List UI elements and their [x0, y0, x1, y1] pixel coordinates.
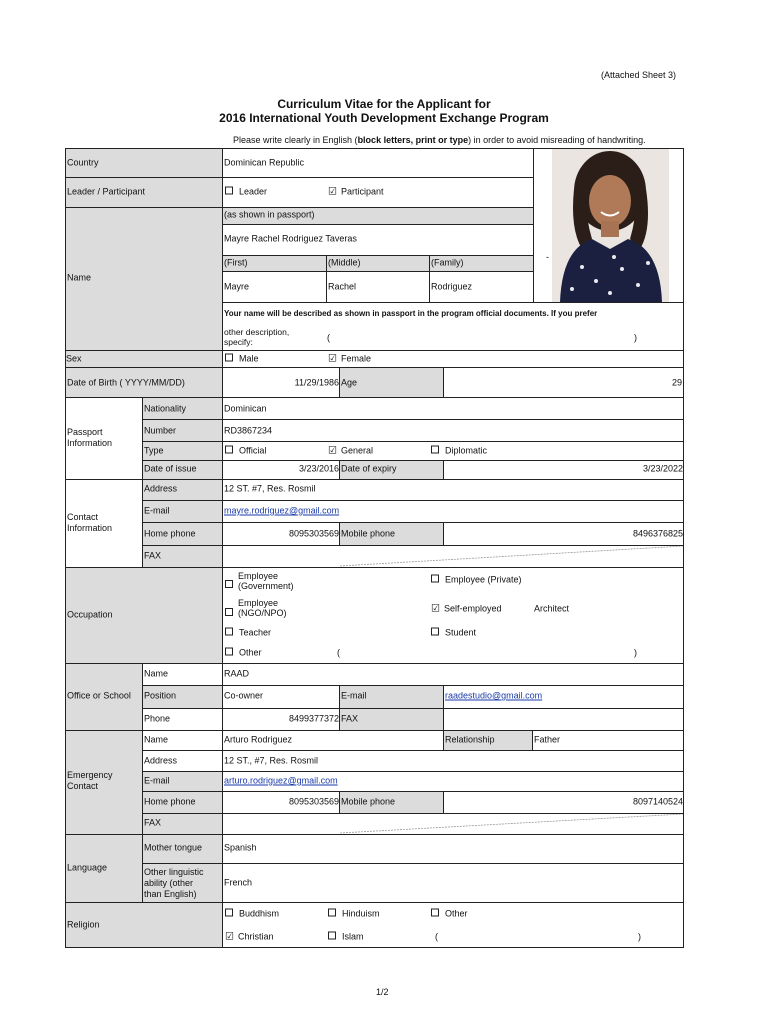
office-phone-value: 8499377372: [288, 713, 339, 724]
islam-checkbox[interactable]: [328, 932, 336, 940]
home-phone-label: Home phone: [144, 528, 196, 539]
occupation-paren-open: (: [337, 647, 340, 658]
emergency-home-value: 8095303569: [288, 796, 339, 807]
name-label: Name: [67, 272, 92, 283]
official-checkbox[interactable]: [225, 446, 233, 454]
mobile-phone-value: 8496376825: [632, 528, 683, 539]
middle-name: Rachel: [328, 281, 357, 292]
first-label: (First): [224, 257, 248, 268]
passport-number-label: Number: [144, 425, 177, 436]
employee-government-checkbox[interactable]: [225, 580, 233, 588]
male-checkbox[interactable]: [225, 354, 233, 362]
first-name: Mayre: [224, 281, 250, 292]
applicant-photo-image: [552, 149, 669, 302]
leader-option[interactable]: [225, 187, 267, 198]
other-religion-checkbox[interactable]: [431, 909, 439, 917]
other-religion-label: Other: [445, 908, 468, 919]
emergency-home-label: Home phone: [144, 796, 196, 807]
name-paren-open: (: [327, 332, 330, 343]
christian-label: Christian: [237, 931, 274, 942]
fax-strike-line: [340, 546, 683, 567]
female-option[interactable]: [328, 354, 371, 365]
religion-paren-open: (: [435, 931, 438, 942]
issue-label: Date of issue: [144, 463, 197, 474]
islam-label: Islam: [342, 931, 364, 942]
buddhism-label: Buddhism: [239, 908, 280, 919]
nationality-value: Dominican: [224, 403, 267, 414]
country-value: Dominican Republic: [224, 157, 305, 168]
instruction-pre: Please write clearly in English (: [233, 135, 358, 145]
fax-label: FAX: [144, 550, 162, 561]
other-occupation-label: Other: [239, 647, 262, 658]
emergency-fax-label: FAX: [144, 817, 162, 828]
participant-option-label: Participant: [340, 186, 384, 197]
expiry-value: 3/23/2022: [642, 463, 683, 474]
instruction-bold: block letters, print or type: [357, 135, 469, 145]
employee-government-label2: (Government): [238, 581, 294, 591]
sex-label: Sex: [66, 353, 82, 364]
teacher-label: Teacher: [239, 627, 272, 638]
sex-options-cell: [222, 350, 684, 368]
other-language-label1: Other linguistic: [144, 867, 204, 877]
emergency-address-value: 12 ST., #7, Res. Rosmil: [224, 755, 319, 766]
islam-option[interactable]: [328, 932, 364, 943]
participant-checkbox-checked[interactable]: ☑: [328, 186, 337, 198]
office-fax-label: FAX: [341, 713, 359, 724]
female-checkbox-checked[interactable]: ☑: [328, 353, 337, 365]
family-name: Rodriguez: [431, 281, 473, 292]
email-label: E-mail: [144, 505, 170, 516]
expiry-label: Date of expiry: [341, 463, 397, 474]
student-checkbox[interactable]: [431, 628, 439, 636]
passport-number-cell[interactable]: [222, 419, 684, 442]
full-name: Mayre Rachel Rodriguez Taveras: [224, 233, 357, 244]
family-label: (Family): [431, 257, 464, 268]
office-phone-label: Phone: [144, 713, 171, 724]
buddhism-checkbox[interactable]: [225, 909, 233, 917]
form-title-line2: 2016 International Youth Development Exchange Program: [219, 111, 549, 125]
diplomatic-checkbox[interactable]: [431, 446, 439, 454]
employee-ngo-label2: (NGO/NPO): [238, 608, 287, 618]
religion-label: Religion: [67, 919, 100, 930]
other-occupation-checkbox[interactable]: [225, 648, 233, 656]
teacher-checkbox[interactable]: [225, 628, 233, 636]
relationship-value: Father: [534, 734, 561, 745]
official-option-label: Official: [239, 445, 267, 456]
other-description-label: other description,: [224, 327, 290, 337]
address-label: Address: [144, 483, 178, 494]
emergency-name-value: Arturo Rodriguez: [224, 734, 293, 745]
address-value: 12 ST. #7, Res. Rosmil: [224, 483, 316, 494]
country-label: Country: [67, 157, 99, 168]
emergency-name-label: Name: [144, 734, 169, 745]
self-employed-label: Self-employed: [443, 603, 502, 614]
dob-value: 11/29/1986: [294, 377, 339, 388]
mobile-phone-label: Mobile phone: [341, 528, 396, 539]
occupation-paren-close: ): [634, 647, 637, 658]
office-name-value: RAAD: [224, 668, 250, 679]
passport-type-label: Type: [144, 445, 164, 456]
employee-ngo-checkbox[interactable]: [225, 608, 233, 616]
participant-option[interactable]: [328, 187, 384, 198]
other-occupation-option[interactable]: [225, 648, 262, 659]
hinduism-option[interactable]: [328, 909, 380, 920]
relationship-label: Relationship: [445, 734, 495, 745]
christian-option[interactable]: [225, 932, 273, 943]
occupation-label: Occupation: [67, 609, 113, 620]
contact-label-line2: Information: [67, 523, 113, 533]
employee-private-label: Employee (Private): [445, 574, 522, 585]
mother-tongue-label: Mother tongue: [144, 842, 203, 853]
position-label: Position: [144, 690, 177, 701]
age-value: 29: [671, 377, 682, 388]
middle-label: (Middle): [328, 257, 361, 268]
hinduism-label: Hinduism: [342, 908, 380, 919]
employee-government-label1: Employee: [238, 571, 279, 581]
self-employed-checkbox-checked[interactable]: ☑: [431, 603, 440, 615]
passport-note: (as shown in passport): [224, 209, 315, 220]
applicant-photo: [552, 149, 669, 302]
issue-value: 3/23/2016: [298, 463, 339, 474]
mother-tongue-cell[interactable]: [222, 834, 684, 864]
instruction-post: ) in order to avoid misreading of handwriting.: [468, 135, 646, 145]
email-link[interactable]: mayre.rodriguez@gmail.com: [224, 505, 340, 516]
emergency-address-label: Address: [144, 755, 178, 766]
name-paren-close: ): [634, 332, 637, 343]
passport-number: RD3867234: [224, 425, 273, 436]
contact-label-line1: Contact: [67, 512, 99, 522]
office-email-label: E-mail: [341, 690, 367, 701]
name-note: Your name will be described as shown in passport in the program official documents. If you prefer: [224, 309, 598, 318]
female-option-label: Female: [340, 353, 371, 364]
position-value: Co-owner: [224, 690, 264, 701]
employee-ngo-label1: Employee: [238, 598, 279, 608]
employee-private-option[interactable]: [431, 575, 522, 586]
office-label: Office or School: [67, 690, 131, 701]
emergency-label-line2: Contact: [67, 781, 99, 791]
student-label: Student: [445, 627, 477, 638]
emergency-mobile-label: Mobile phone: [341, 796, 396, 807]
diplomatic-option[interactable]: [431, 446, 487, 457]
dob-label: Date of Birth ( YYYY/MM/DD): [67, 377, 185, 388]
other-language-cell[interactable]: [222, 863, 684, 903]
other-language-label2: ability (other: [144, 878, 194, 888]
employee-private-checkbox[interactable]: [431, 575, 439, 583]
emergency-label-line1: Emergency: [67, 770, 113, 780]
self-employed-option[interactable]: [431, 604, 502, 615]
page-number: 1/2: [376, 987, 389, 997]
language-label: Language: [67, 862, 108, 873]
official-option[interactable]: [225, 446, 266, 457]
emergency-fax-strike-line: [340, 814, 683, 834]
hinduism-checkbox[interactable]: [328, 909, 336, 917]
specify-label: specify:: [224, 337, 253, 347]
other-language-value: French: [224, 877, 253, 888]
student-option[interactable]: [431, 628, 476, 639]
instruction-text: [233, 135, 646, 146]
nationality-value-cell[interactable]: [222, 397, 684, 420]
leader-option-label: Leader: [239, 186, 268, 197]
emergency-email-label: E-mail: [144, 775, 170, 786]
general-option[interactable]: [328, 446, 373, 457]
office-fax-cell[interactable]: [443, 708, 684, 731]
male-option[interactable]: [225, 354, 259, 365]
emergency-email-link[interactable]: arturo.rodriguez@gmail.com: [224, 775, 338, 786]
christian-checkbox-checked[interactable]: ☑: [225, 931, 234, 943]
age-label: Age: [341, 377, 358, 388]
emergency-mobile-value: 8097140524: [632, 796, 683, 807]
office-name-label: Name: [144, 668, 169, 679]
other-language-label3: than English): [144, 889, 197, 899]
general-option-label: General: [340, 445, 373, 456]
other-religion-option[interactable]: [431, 909, 468, 920]
leader-checkbox[interactable]: [225, 187, 233, 195]
diplomatic-option-label: Diplomatic: [445, 445, 488, 456]
leader-label: Leader / Participant: [67, 186, 146, 197]
office-name-cell[interactable]: [222, 663, 684, 686]
home-phone-value: 8095303569: [288, 528, 339, 539]
office-email-link[interactable]: raadestudio@gmail.com: [445, 690, 543, 701]
form-title-line1: Curriculum Vitae for the Applicant for: [277, 97, 491, 111]
teacher-option[interactable]: [225, 628, 271, 639]
buddhism-option[interactable]: [225, 909, 279, 920]
sheet-label: (Attached Sheet 3): [601, 70, 677, 80]
general-checkbox-checked[interactable]: ☑: [328, 445, 337, 457]
nationality-label: Nationality: [144, 403, 187, 414]
self-employed-value: Architect: [534, 603, 570, 614]
religion-paren-close: ): [638, 931, 641, 942]
mother-tongue-value: Spanish: [224, 842, 257, 853]
sex-label-cell: [65, 350, 223, 368]
passport-label-line2: Information: [67, 438, 113, 448]
photo-dash: -: [546, 252, 549, 262]
male-option-label: Male: [239, 353, 259, 364]
passport-label-line1: Passport: [67, 427, 103, 437]
